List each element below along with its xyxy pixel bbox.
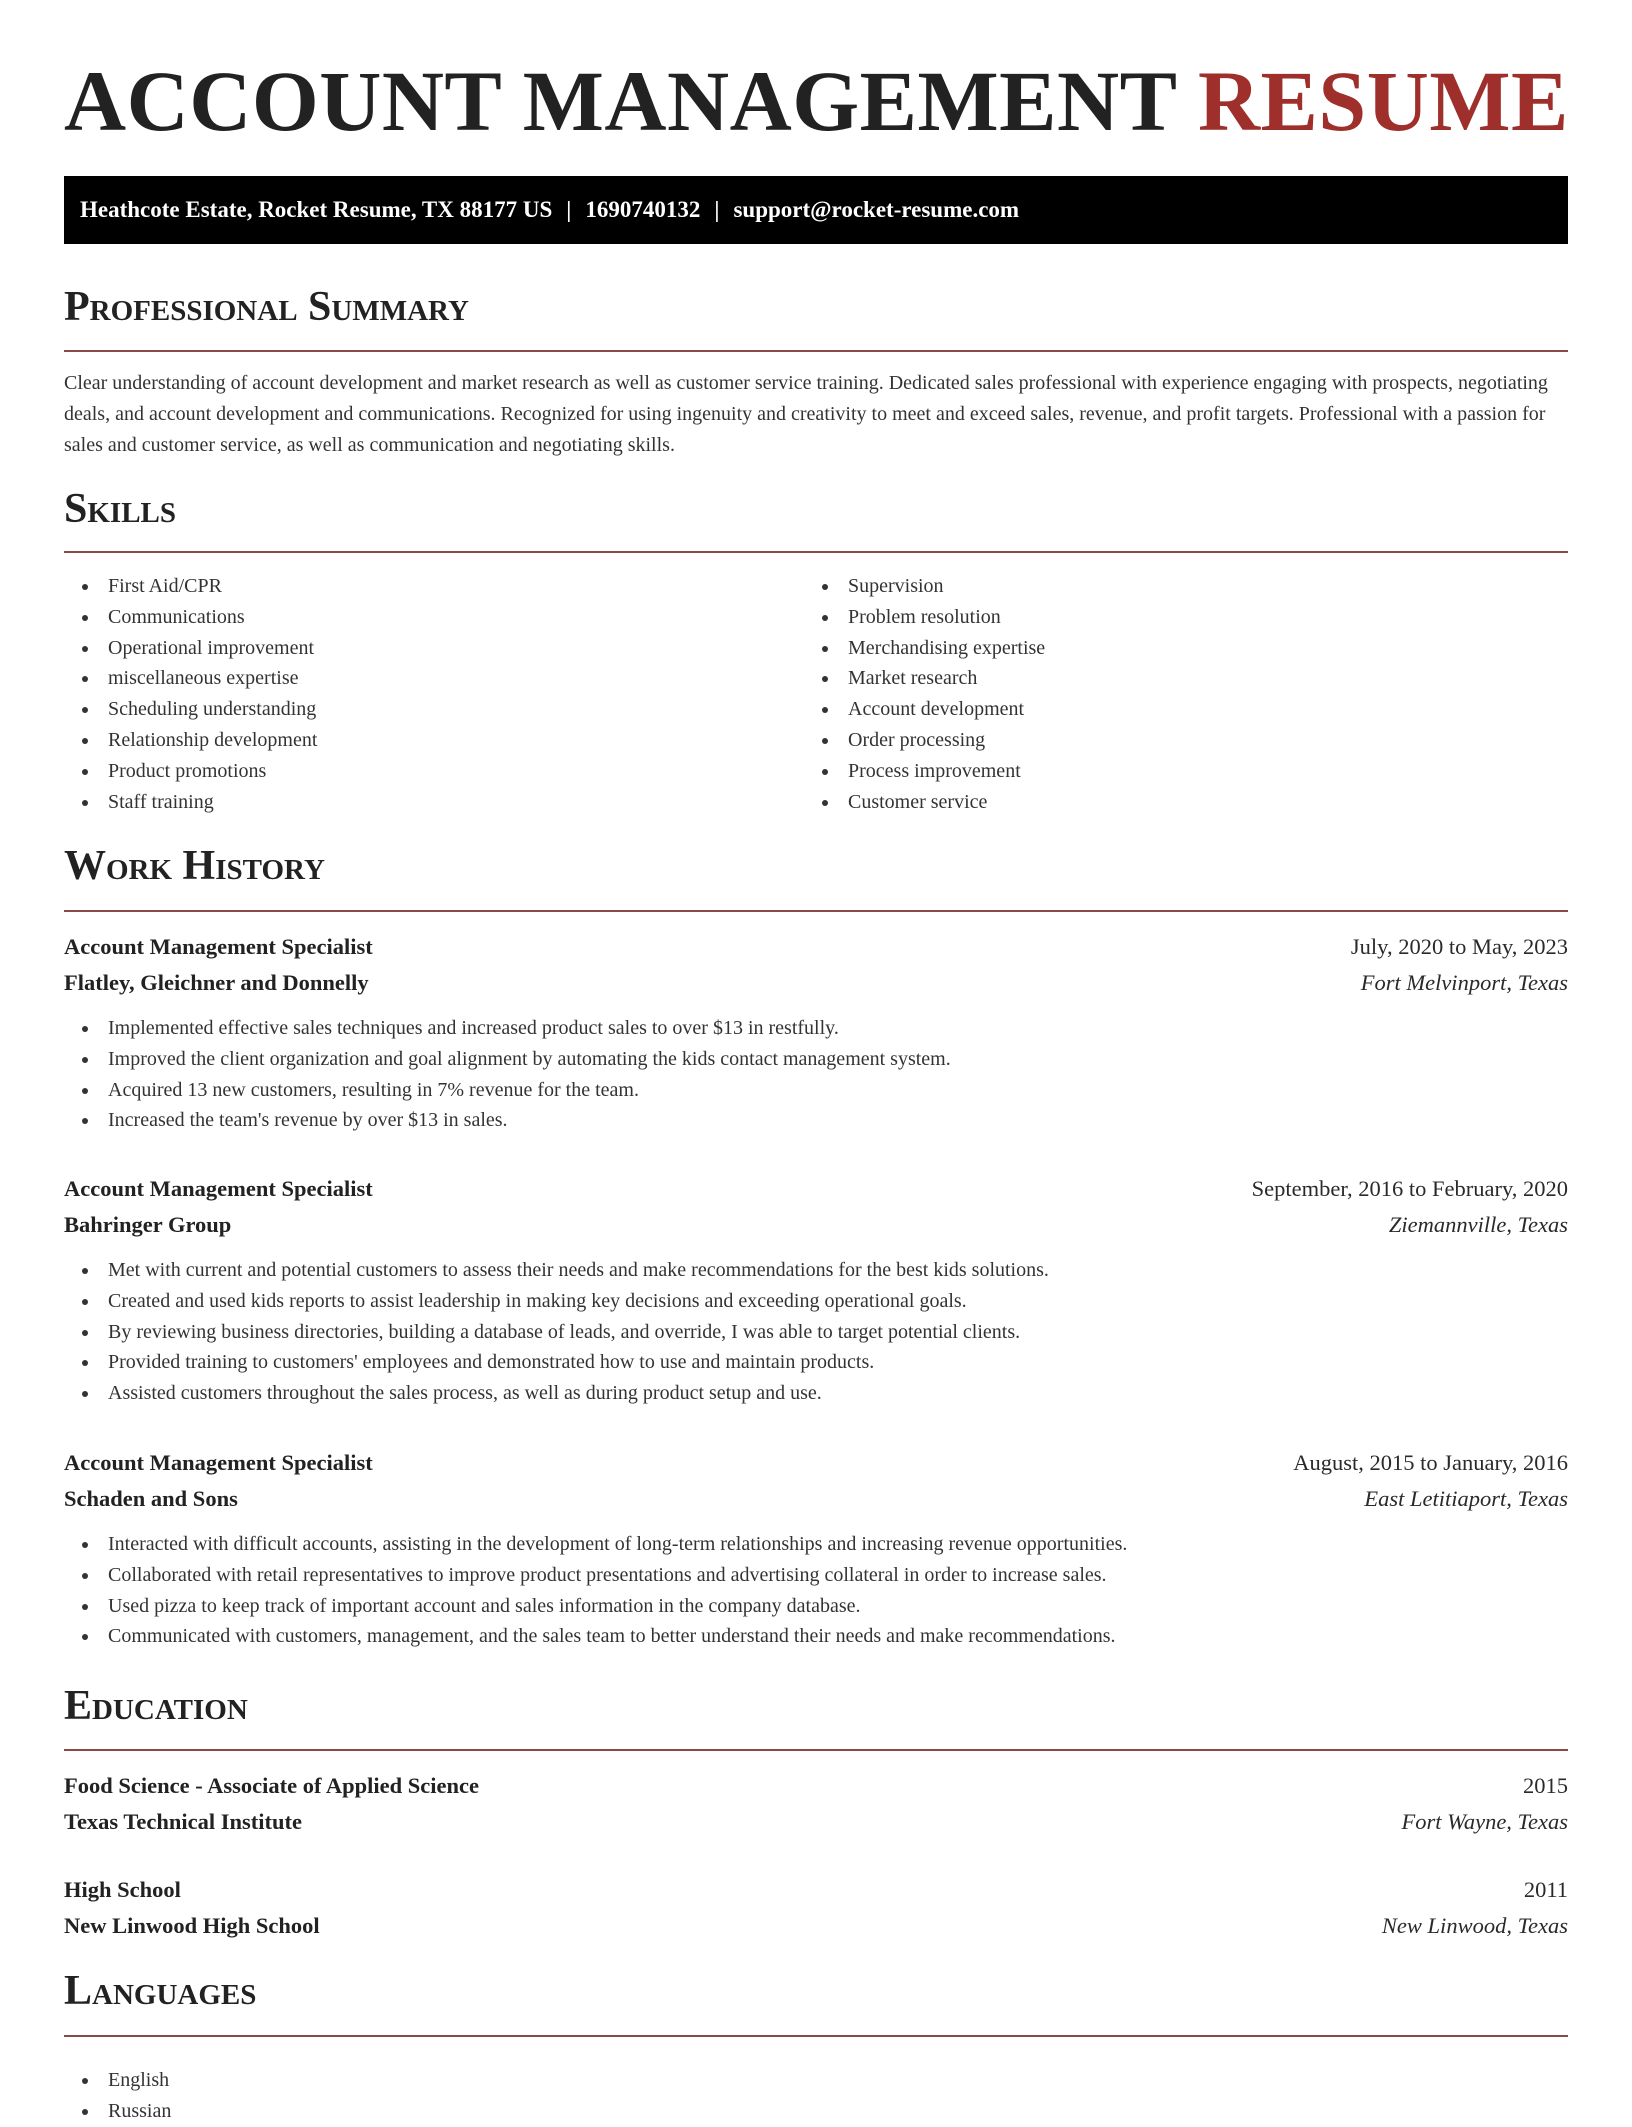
job-title: Account Management Specialist bbox=[64, 934, 373, 959]
job-duty: Communicated with customers, management, and the sales team to better understand their needs and make recommendations. bbox=[64, 1621, 1568, 1652]
job-duty: Acquired 13 new customers, resulting in 7% revenue for the team. bbox=[64, 1075, 1568, 1106]
skill-item: Process improvement bbox=[804, 756, 1544, 787]
job-duty: Used pizza to keep track of important account and sales information in the company database. bbox=[64, 1591, 1568, 1622]
languages-heading: Languages bbox=[64, 1968, 257, 2014]
job-location: Fort Melvinport, Texas bbox=[1360, 970, 1568, 995]
skill-item: Operational improvement bbox=[64, 633, 804, 664]
education-year: 2011 bbox=[1523, 1877, 1568, 1902]
section-divider bbox=[64, 551, 1568, 553]
resume-title bbox=[64, 0, 1569, 149]
skill-item: Supervision bbox=[804, 571, 1544, 602]
education-year: 2015 bbox=[1523, 1773, 1568, 1798]
section-divider bbox=[64, 350, 1568, 352]
section-divider bbox=[64, 2035, 1568, 2037]
education-heading: Education bbox=[64, 1683, 248, 1729]
education-entry bbox=[64, 1872, 1568, 1944]
contact-separator: | bbox=[714, 197, 720, 222]
job-duties bbox=[64, 1255, 1568, 1409]
job-dates: July, 2020 to May, 2023 bbox=[1350, 934, 1568, 959]
contact-email[interactable]: support@rocket-resume.com bbox=[733, 197, 1020, 222]
title-accent: RESUME bbox=[1197, 53, 1569, 149]
skills-heading: Skills bbox=[64, 486, 177, 532]
title-main: ACCOUNT MANAGEMENT bbox=[64, 53, 1176, 149]
languages-list bbox=[64, 2065, 1568, 2127]
job-dates: August, 2015 to January, 2016 bbox=[1293, 1450, 1568, 1475]
summary-heading: Professional Summary bbox=[64, 284, 469, 330]
job-title: Account Management Specialist bbox=[64, 1176, 373, 1201]
skills-right-column bbox=[804, 571, 1544, 817]
skill-item: Staff training bbox=[64, 787, 804, 818]
job-title: Account Management Specialist bbox=[64, 1450, 373, 1475]
summary-text: Clear understanding of account development and market research as well as customer service training. Dedicated sales professional with experience engaging with prospects, negotiating deals, and account development and communications. Recognized for using ingenuity and creativity to meet and exceed sales, revenue, and profit targets. Professional with a passion for sales and customer service, as well as communication and negotiating skills. bbox=[64, 372, 1548, 456]
job-company: Flatley, Gleichner and Donnelly bbox=[64, 970, 369, 995]
job-duty: Assisted customers throughout the sales process, as well as during product setup and use. bbox=[64, 1378, 1568, 1409]
job-duty: Improved the client organization and goal alignment by automating the kids contact management system. bbox=[64, 1044, 1568, 1075]
job-duty: Implemented effective sales techniques and increased product sales to over $13 in restfully. bbox=[64, 1013, 1568, 1044]
skill-item: Scheduling understanding bbox=[64, 694, 804, 725]
languages-block bbox=[64, 2053, 1568, 2127]
skill-item: Merchandising expertise bbox=[804, 633, 1544, 664]
skill-item: Product promotions bbox=[64, 756, 804, 787]
skill-item: Problem resolution bbox=[804, 602, 1544, 633]
job-duties bbox=[64, 1013, 1568, 1136]
contact-address: Heathcote Estate, Rocket Resume, TX 88177 US bbox=[80, 197, 553, 222]
job-duty: Interacted with difficult accounts, assisting in the development of long-term relationships and increasing revenue opportunities. bbox=[64, 1529, 1568, 1560]
education-location: New Linwood, Texas bbox=[1381, 1913, 1568, 1938]
job-dates: September, 2016 to February, 2020 bbox=[1251, 1176, 1568, 1201]
work-history-heading: Work History bbox=[64, 843, 325, 889]
contact-separator: | bbox=[566, 197, 572, 222]
skills-left-column bbox=[64, 571, 804, 817]
resume-page bbox=[64, 0, 1569, 2122]
job-company: Bahringer Group bbox=[64, 1212, 232, 1237]
job-duty: Increased the team's revenue by over $13 in sales. bbox=[64, 1105, 1568, 1136]
contact-bar bbox=[64, 176, 1568, 244]
language-item: Russian bbox=[64, 2096, 1568, 2127]
skill-item: Relationship development bbox=[64, 725, 804, 756]
job-duties bbox=[64, 1529, 1568, 1652]
skill-item: First Aid/CPR bbox=[64, 571, 804, 602]
skill-item: Communications bbox=[64, 602, 804, 633]
education-school: New Linwood High School bbox=[64, 1913, 320, 1938]
job-entry bbox=[64, 1445, 1568, 1652]
job-duty: Created and used kids reports to assist leadership in making key decisions and exceeding operational goals. bbox=[64, 1286, 1568, 1317]
section-divider bbox=[64, 1749, 1568, 1751]
education-school: Texas Technical Institute bbox=[64, 1809, 302, 1834]
skill-item: Market research bbox=[804, 663, 1544, 694]
job-company: Schaden and Sons bbox=[64, 1486, 238, 1511]
skill-item: miscellaneous expertise bbox=[64, 663, 804, 694]
education-location: Fort Wayne, Texas bbox=[1401, 1809, 1568, 1834]
job-location: East Letitiaport, Texas bbox=[1364, 1486, 1568, 1511]
education-degree: Food Science - Associate of Applied Science bbox=[64, 1773, 479, 1798]
job-duty: Collaborated with retail representatives to improve product presentations and advertising collateral in order to increase sales. bbox=[64, 1560, 1568, 1591]
section-divider bbox=[64, 910, 1568, 912]
job-duty: Met with current and potential customers to assess their needs and make recommendations for the best kids solutions. bbox=[64, 1255, 1568, 1286]
job-duty: Provided training to customers' employees and demonstrated how to use and maintain products. bbox=[64, 1347, 1568, 1378]
job-duty: By reviewing business directories, building a database of leads, and override, I was able to target potential clients. bbox=[64, 1317, 1568, 1348]
skill-item: Account development bbox=[804, 694, 1544, 725]
job-location: Ziemannville, Texas bbox=[1388, 1212, 1568, 1237]
skills-list-left bbox=[64, 571, 804, 817]
job-entry bbox=[64, 1171, 1568, 1409]
language-item: English bbox=[64, 2065, 1568, 2096]
contact-phone[interactable]: 1690740132 bbox=[585, 197, 701, 222]
education-degree: High School bbox=[64, 1877, 181, 1902]
skill-item: Order processing bbox=[804, 725, 1544, 756]
skill-item: Customer service bbox=[804, 787, 1544, 818]
job-entry bbox=[64, 929, 1568, 1136]
education-entry bbox=[64, 1768, 1568, 1840]
skills-list-right bbox=[804, 571, 1544, 817]
